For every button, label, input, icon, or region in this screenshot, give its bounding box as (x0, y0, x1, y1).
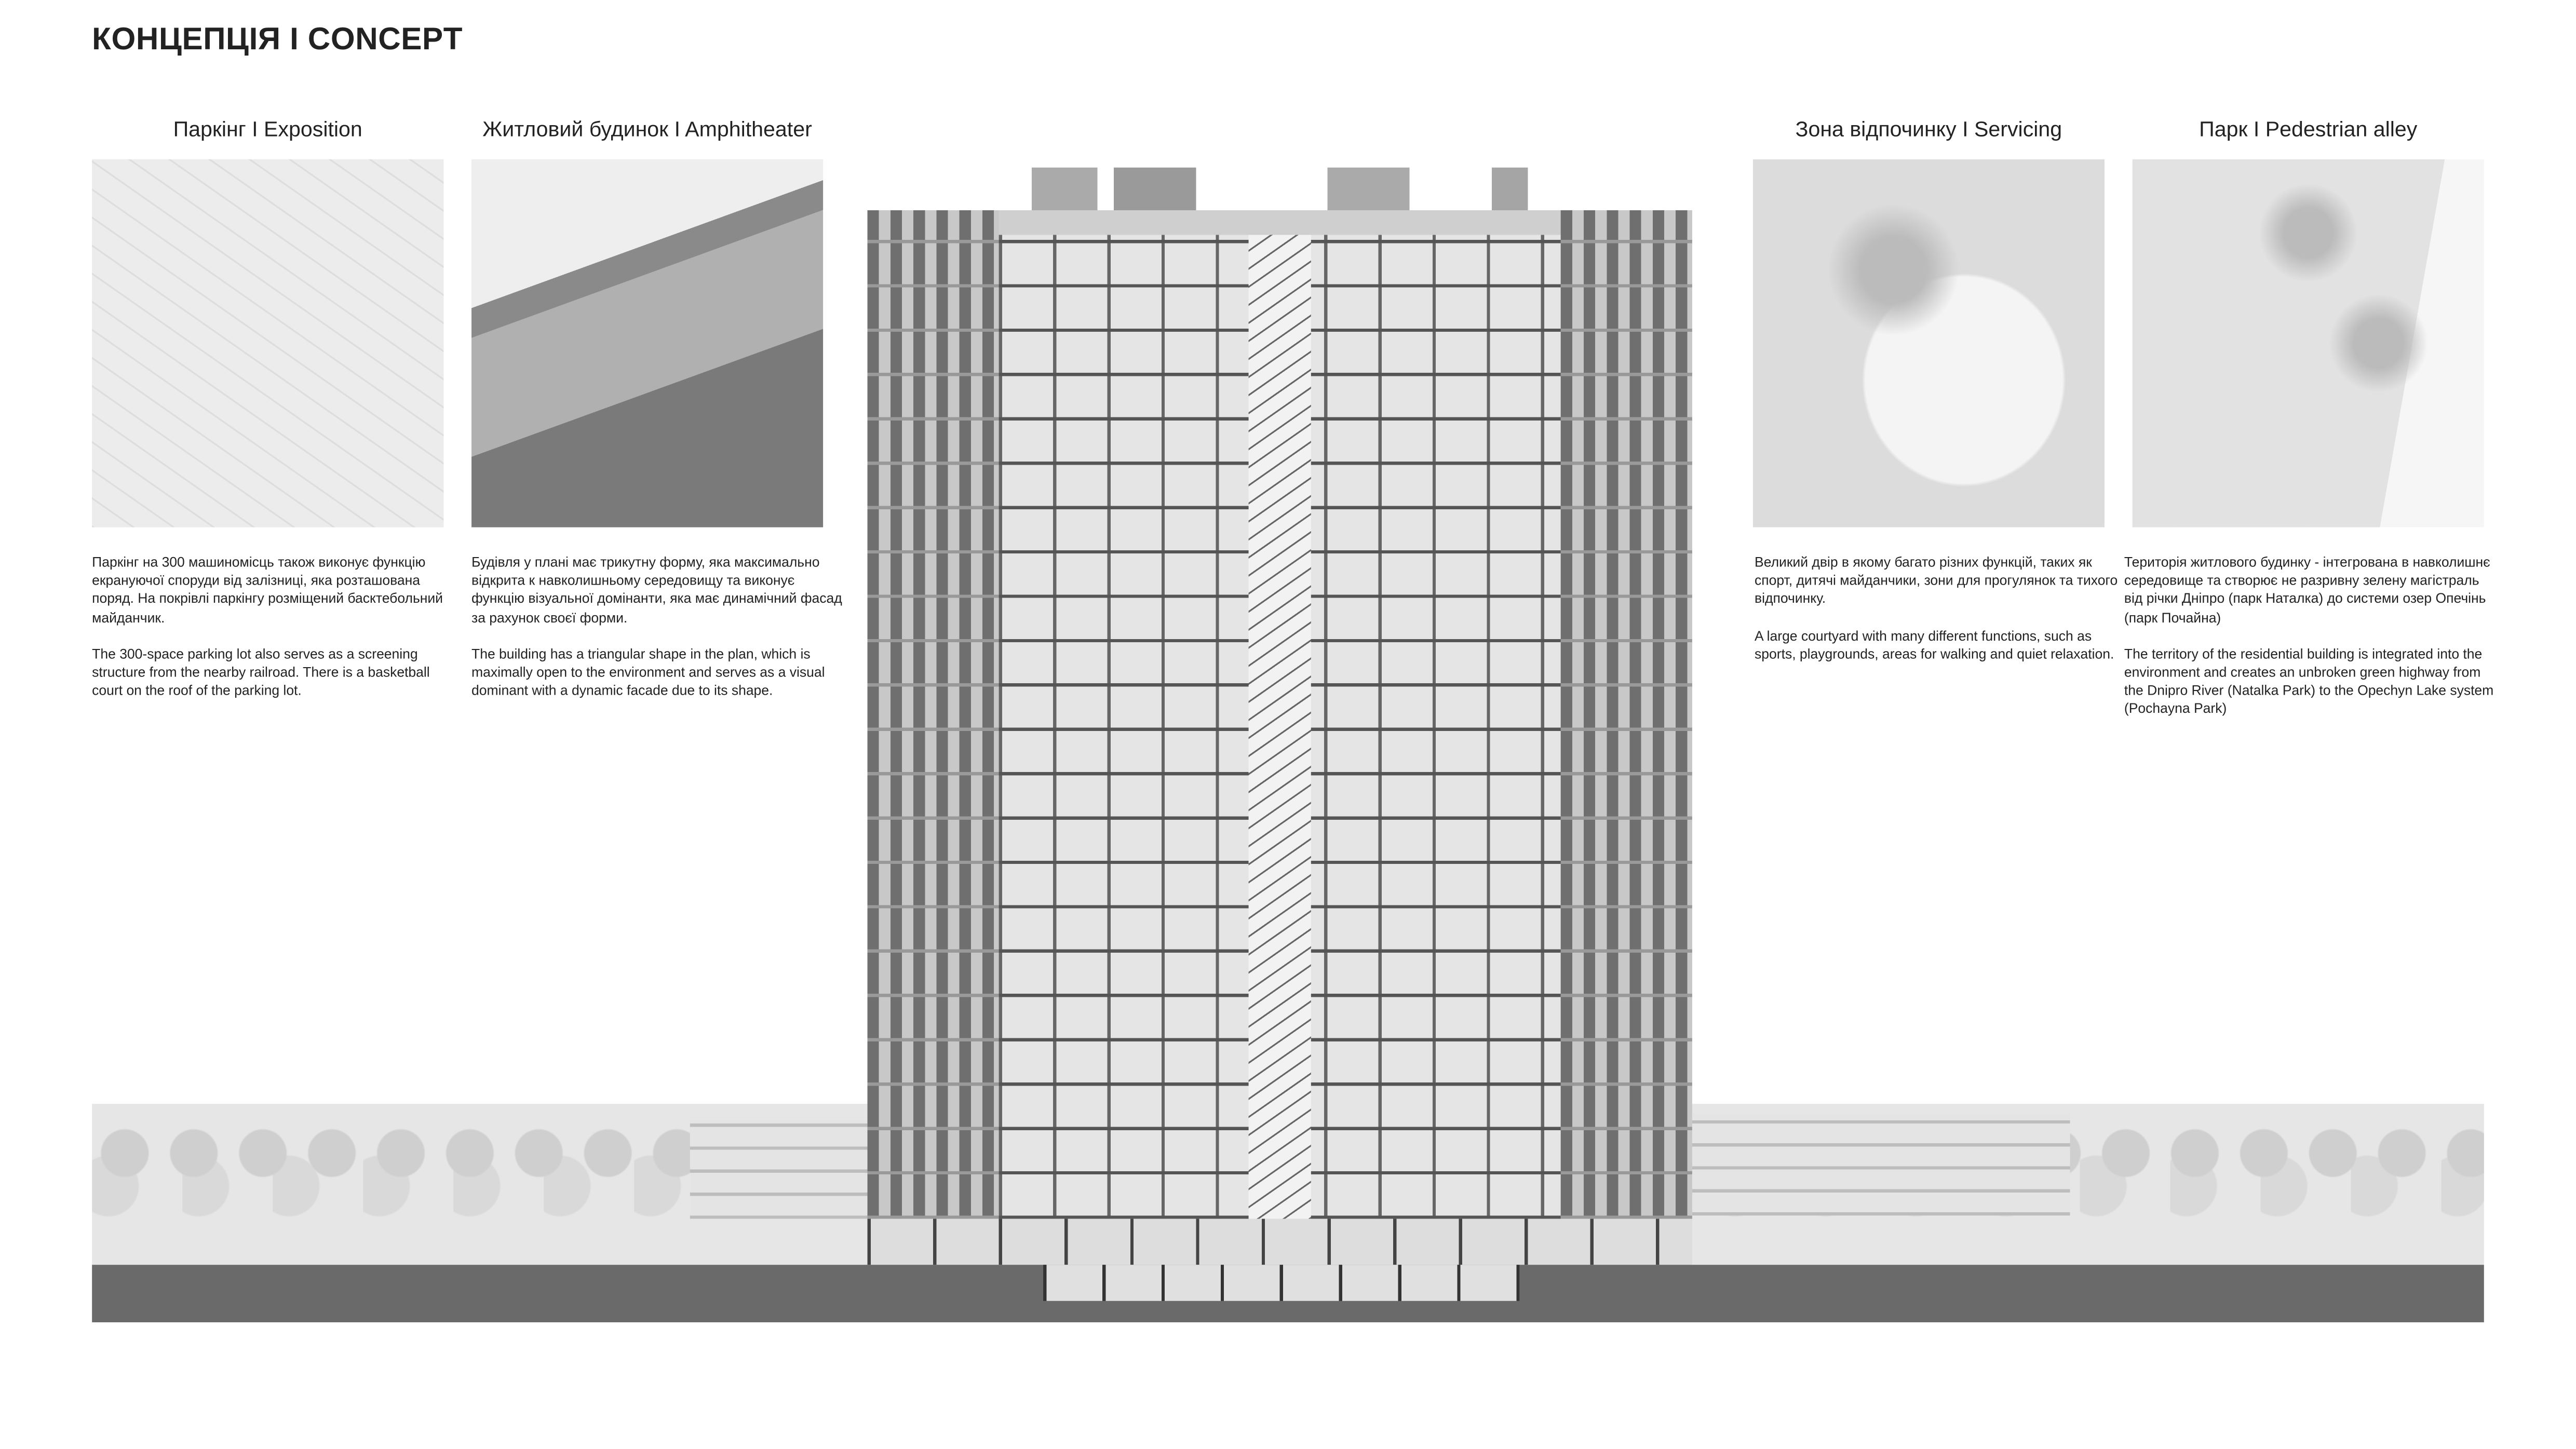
stairwell (1249, 235, 1311, 1218)
courtyard-render (1753, 159, 2105, 527)
residential-render (471, 159, 823, 527)
recreation-text-en: A large courtyard with many different functions, such as sports, playgrounds, areas for walking and quiet relaxation. (1755, 627, 2114, 662)
facade-right (1561, 210, 1692, 1219)
basement (1043, 1265, 1520, 1301)
parking-text-en: The 300-space parking lot also serves as a screening structure from the nearby railroad. There is a basketball court on the roof of the parking lot. (92, 645, 430, 699)
caption-park: Парк I Pedestrian alley (2199, 116, 2418, 142)
parking-description (92, 553, 463, 719)
park-text-ua: Територія житлового будинку - інтегрована в навколишнє середовище та створює не разривну зелену магістраль від річки Дніпро (парк Наталка) до системи озер Опечінь (парк Почайна) (2124, 553, 2490, 626)
ground-floor (868, 1219, 1692, 1265)
park-text-en: The territory of the residential building is integrated into the environment and creates an unbroken green highway from the Dnipro River (Natalka Park) to the Opechyn Lake system (Pochayna Park) (2124, 645, 2494, 717)
residential-description (471, 553, 843, 719)
residential-text-ua: Будівля у плані має трикутну форму, яка максимально відкрита к навколишньому середовищу та виконує функцію візуальної домінанти, яка має динамічний фасад за рахунок своєї форми. (471, 553, 842, 626)
tower-section (868, 210, 1692, 1265)
park-description (2124, 553, 2496, 737)
recreation-text-ua: Великий двір в якому багато різних функцій, таких як спорт, дитячі майданчики, зони для прогулянок та тихого відпочинку. (1755, 553, 2118, 607)
park-render (2133, 159, 2484, 527)
recreation-description (1755, 553, 2126, 682)
residential-text-en: The building has a triangular shape in the plan, which is maximally open to the environment and serves as a visual dominant with a dynamic facade due to its shape. (471, 645, 825, 699)
section-core (999, 235, 1561, 1218)
caption-parking: Паркінг I Exposition (173, 116, 362, 142)
side-building-right (1692, 1114, 2070, 1215)
caption-recreation: Зона відпочинку I Servicing (1795, 116, 2062, 142)
facade-left (868, 210, 999, 1219)
side-building-left (690, 1120, 868, 1219)
caption-residential: Житловий будинок I Amphitheater (482, 116, 812, 142)
parking-render (92, 159, 443, 527)
page-title: КОНЦЕПЦІЯ I CONCEPT (92, 23, 463, 58)
parking-text-ua: Паркінг на 300 машиномісць також виконує функцію екрануючої споруди від залізниці, яка розташована поряд. На покрівлі паркінгу розміщений басктебольний майданчик. (92, 553, 443, 626)
